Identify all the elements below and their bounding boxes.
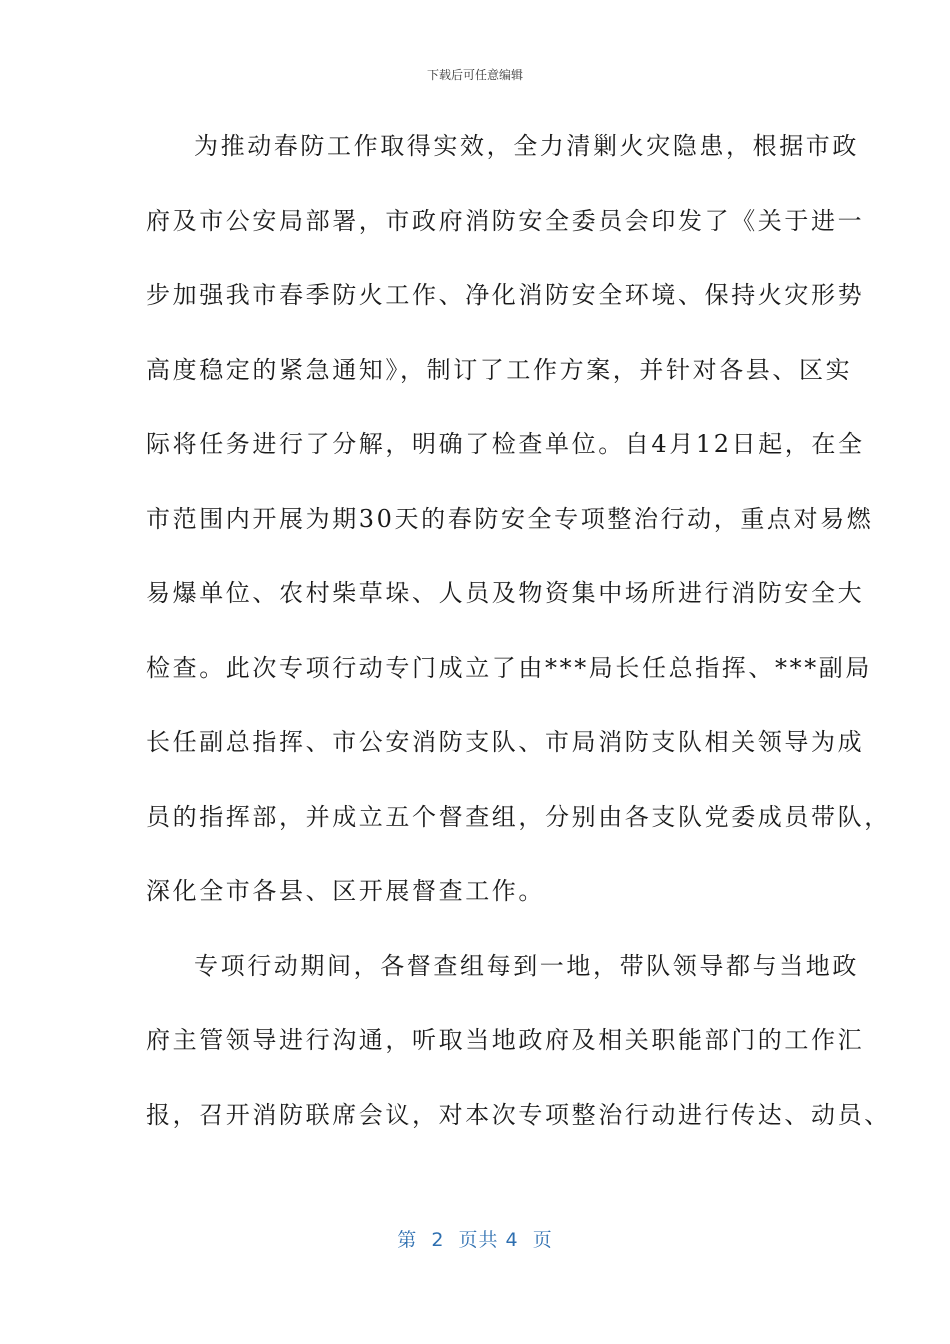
paragraph-2-line-1: 专项行动期间，各督查组每到一地，带队领导都与当地政 xyxy=(194,952,859,980)
paragraph-1-line-4: 高度稳定的紧急通知》，制订了工作方案，并针对各县、区实 xyxy=(146,356,853,384)
paragraph-1-line-3: 步加强我市春季防火工作、净化消防安全环境、保持火灾形势 xyxy=(146,281,865,309)
paragraph-2-line-3: 报，召开消防联席会议，对本次专项整治行动进行传达、动员、 xyxy=(146,1101,891,1129)
header-note: 下载后可任意编辑 xyxy=(426,68,523,82)
paragraph-1-line-9: 长任副总指挥、市公安消防支队、市局消防支队相关领导为成 xyxy=(146,728,865,756)
paragraph-1-line-10: 员的指挥部，并成立五个督查组，分别由各支队党委成员带队， xyxy=(146,803,891,831)
paragraph-1-line-5: 际将任务进行了分解，明确了检查单位。自4月12日起，在全 xyxy=(146,430,865,458)
paragraph-1-line-6: 市范围内开展为期30天的春防安全专项整治行动，重点对易燃 xyxy=(146,505,874,533)
paragraph-1-line-11: 深化全市各县、区开展督查工作。 xyxy=(146,877,545,905)
paragraph-1-line-2: 府及市公安局部署，市政府消防安全委员会印发了《关于进一 xyxy=(146,207,865,235)
paragraph-1-line-8: 检查。此次专项行动专门成立了由***局长任总指挥、***副局 xyxy=(146,654,872,682)
paragraph-1-line-7: 易爆单位、农村柴草垛、人员及物资集中场所进行消防安全大 xyxy=(146,579,865,607)
paragraph-2-line-2: 府主管领导进行沟通，听取当地政府及相关职能部门的工作汇 xyxy=(146,1026,865,1054)
paragraph-1-line-1: 为推动春防工作取得实效，全力清剿火灾隐患，根据市政 xyxy=(194,132,859,160)
page-number-footer: 第 2 页共 4 页 xyxy=(397,1229,553,1251)
